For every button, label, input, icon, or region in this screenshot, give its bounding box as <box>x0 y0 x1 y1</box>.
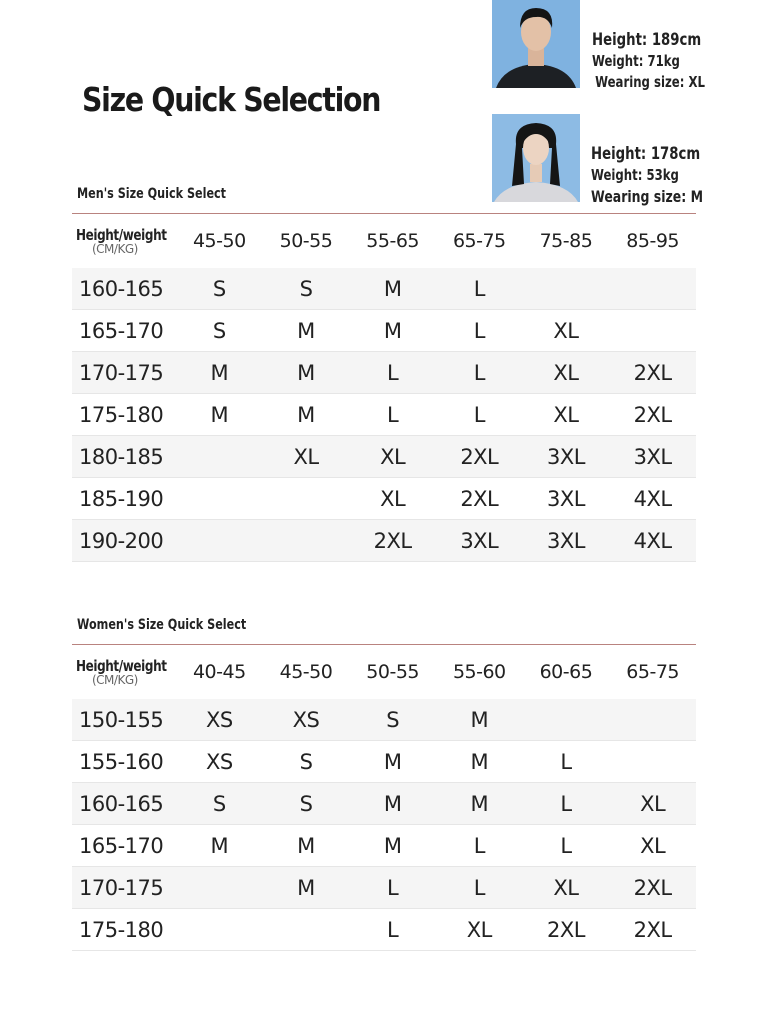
womens-table-row <box>72 783 696 825</box>
mens-height-range: 165-170 <box>72 310 176 352</box>
female-model-info <box>591 144 703 207</box>
mens-size-cell: XL <box>523 310 610 352</box>
mens-height-range: 190-200 <box>72 520 176 562</box>
womens-weight-col: 65-75 <box>626 661 679 683</box>
page-title: Size Quick Selection <box>82 80 381 119</box>
womens-size-cell: XL <box>523 867 610 909</box>
womens-weight-col: 45-50 <box>279 661 333 683</box>
womens-weight-col: 40-45 <box>192 661 246 683</box>
womens-size-cell: M <box>263 825 350 867</box>
womens-section-label: Women's Size Quick Select <box>77 617 247 633</box>
mens-size-cell: 2XL <box>609 394 696 436</box>
mens-size-cell <box>609 268 696 310</box>
womens-size-cell: M <box>263 867 350 909</box>
mens-size-cell: M <box>176 352 263 394</box>
womens-height-range: 170-175 <box>72 867 176 909</box>
mens-height-range: 175-180 <box>72 394 176 436</box>
womens-size-cell: L <box>349 867 436 909</box>
mens-size-cell: L <box>436 394 523 436</box>
mens-size-cell: 4XL <box>609 520 696 562</box>
male-model-weight: Weight: 71kg <box>592 52 680 70</box>
mens-size-cell <box>523 268 610 310</box>
womens-size-cell: XL <box>436 909 523 951</box>
mens-weight-col: 55-65 <box>366 230 419 252</box>
mens-size-cell: L <box>349 352 436 394</box>
mens-weight-col: 50-55 <box>279 230 333 252</box>
mens-size-cell: M <box>349 268 436 310</box>
male-model-info <box>592 30 705 93</box>
womens-size-cell: L <box>436 867 523 909</box>
womens-table-row <box>72 741 696 783</box>
womens-height-range: 155-160 <box>72 741 176 783</box>
womens-size-cell: XL <box>609 825 696 867</box>
womens-size-cell: XS <box>176 741 263 783</box>
womens-height-range: 150-155 <box>72 699 176 741</box>
mens-size-cell: 3XL <box>523 478 610 520</box>
womens-table-row <box>72 909 696 951</box>
mens-size-cell: 2XL <box>609 352 696 394</box>
mens-size-cell: S <box>263 268 350 310</box>
womens-corner-unit: (CM/KG) <box>92 673 138 687</box>
mens-height-range: 160-165 <box>72 268 176 310</box>
womens-weight-col: 50-55 <box>366 661 419 683</box>
womens-size-cell <box>176 909 263 951</box>
mens-height-range: 180-185 <box>72 436 176 478</box>
womens-table-row <box>72 825 696 867</box>
mens-size-cell: M <box>349 310 436 352</box>
womens-size-cell <box>523 699 610 741</box>
womens-table-row <box>72 699 696 741</box>
mens-size-cell: XL <box>523 352 610 394</box>
womens-weight-col: 60-65 <box>539 661 593 683</box>
mens-table-row <box>72 436 696 478</box>
mens-size-cell: XL <box>263 436 350 478</box>
mens-size-cell: M <box>263 394 350 436</box>
mens-size-cell: S <box>176 310 263 352</box>
womens-size-cell: M <box>176 825 263 867</box>
womens-weight-col: 55-60 <box>452 661 506 683</box>
mens-size-cell: L <box>436 352 523 394</box>
female-model-photo <box>492 114 580 202</box>
womens-corner-title: Height/weight <box>76 657 167 675</box>
mens-table-row <box>72 310 696 352</box>
male-model-photo <box>492 0 580 88</box>
womens-height-range: 160-165 <box>72 783 176 825</box>
womens-size-cell: M <box>436 699 523 741</box>
mens-size-cell: L <box>436 268 523 310</box>
womens-size-cell: L <box>436 825 523 867</box>
womens-size-cell <box>609 741 696 783</box>
mens-weight-col: 85-95 <box>626 230 679 252</box>
mens-size-cell: 2XL <box>436 478 523 520</box>
female-model-size: Wearing size: M <box>591 187 703 206</box>
mens-size-cell: XL <box>349 436 436 478</box>
mens-size-cell: 3XL <box>436 520 523 562</box>
mens-weight-col: 45-50 <box>192 230 246 252</box>
womens-height-range: 165-170 <box>72 825 176 867</box>
womens-size-cell: L <box>523 783 610 825</box>
mens-size-cell: L <box>436 310 523 352</box>
mens-size-cell: XL <box>523 394 610 436</box>
mens-size-cell: M <box>263 352 350 394</box>
womens-size-cell: XL <box>609 783 696 825</box>
mens-size-cell: 2XL <box>436 436 523 478</box>
mens-size-cell: 3XL <box>609 436 696 478</box>
mens-table-row <box>72 394 696 436</box>
mens-height-range: 185-190 <box>72 478 176 520</box>
mens-size-cell <box>176 436 263 478</box>
womens-size-cell: M <box>349 825 436 867</box>
womens-table-row <box>72 867 696 909</box>
womens-size-cell: S <box>176 783 263 825</box>
male-model-height: Height: 189cm <box>592 30 702 50</box>
mens-size-cell: 2XL <box>349 520 436 562</box>
womens-corner-header <box>72 645 176 699</box>
mens-corner-title: Height/weight <box>76 226 167 244</box>
womens-size-cell: XS <box>263 699 350 741</box>
mens-size-cell: S <box>176 268 263 310</box>
womens-size-cell: S <box>349 699 436 741</box>
mens-size-cell: M <box>176 394 263 436</box>
mens-size-cell: M <box>263 310 350 352</box>
mens-header-row <box>72 214 696 268</box>
womens-size-cell: XS <box>176 699 263 741</box>
mens-size-cell: XL <box>349 478 436 520</box>
womens-size-cell: L <box>523 825 610 867</box>
womens-size-cell: L <box>349 909 436 951</box>
womens-size-cell: M <box>349 783 436 825</box>
mens-size-cell: 4XL <box>609 478 696 520</box>
mens-table-row <box>72 352 696 394</box>
mens-size-cell <box>609 310 696 352</box>
mens-section-label: Men's Size Quick Select <box>77 186 227 202</box>
womens-size-cell: M <box>436 741 523 783</box>
female-model-weight: Weight: 53kg <box>591 166 679 184</box>
mens-corner-unit: (CM/KG) <box>92 242 138 256</box>
womens-size-table <box>72 645 696 951</box>
mens-height-range: 170-175 <box>72 352 176 394</box>
womens-size-cell: 2XL <box>523 909 610 951</box>
mens-size-cell <box>176 520 263 562</box>
mens-size-cell: L <box>349 394 436 436</box>
womens-size-cell: L <box>523 741 610 783</box>
womens-size-cell: M <box>349 741 436 783</box>
womens-size-cell: 2XL <box>609 867 696 909</box>
mens-table-row <box>72 268 696 310</box>
womens-size-cell: M <box>436 783 523 825</box>
mens-table-row <box>72 478 696 520</box>
mens-corner-header <box>72 214 176 268</box>
mens-size-cell <box>176 478 263 520</box>
womens-size-cell: 2XL <box>609 909 696 951</box>
womens-height-range: 175-180 <box>72 909 176 951</box>
mens-size-cell: 3XL <box>523 520 610 562</box>
mens-size-cell: 3XL <box>523 436 610 478</box>
womens-header-row <box>72 645 696 699</box>
male-model-size: Wearing size: XL <box>595 73 705 91</box>
womens-size-cell <box>609 699 696 741</box>
female-model-height: Height: 178cm <box>591 144 701 164</box>
mens-size-table <box>72 214 696 562</box>
womens-size-cell: S <box>263 741 350 783</box>
mens-size-cell <box>263 478 350 520</box>
womens-size-cell <box>263 909 350 951</box>
womens-size-cell: S <box>263 783 350 825</box>
mens-table-row <box>72 520 696 562</box>
mens-size-cell <box>263 520 350 562</box>
mens-weight-col: 75-85 <box>539 230 593 252</box>
mens-weight-col: 65-75 <box>452 230 506 252</box>
womens-size-cell <box>176 867 263 909</box>
